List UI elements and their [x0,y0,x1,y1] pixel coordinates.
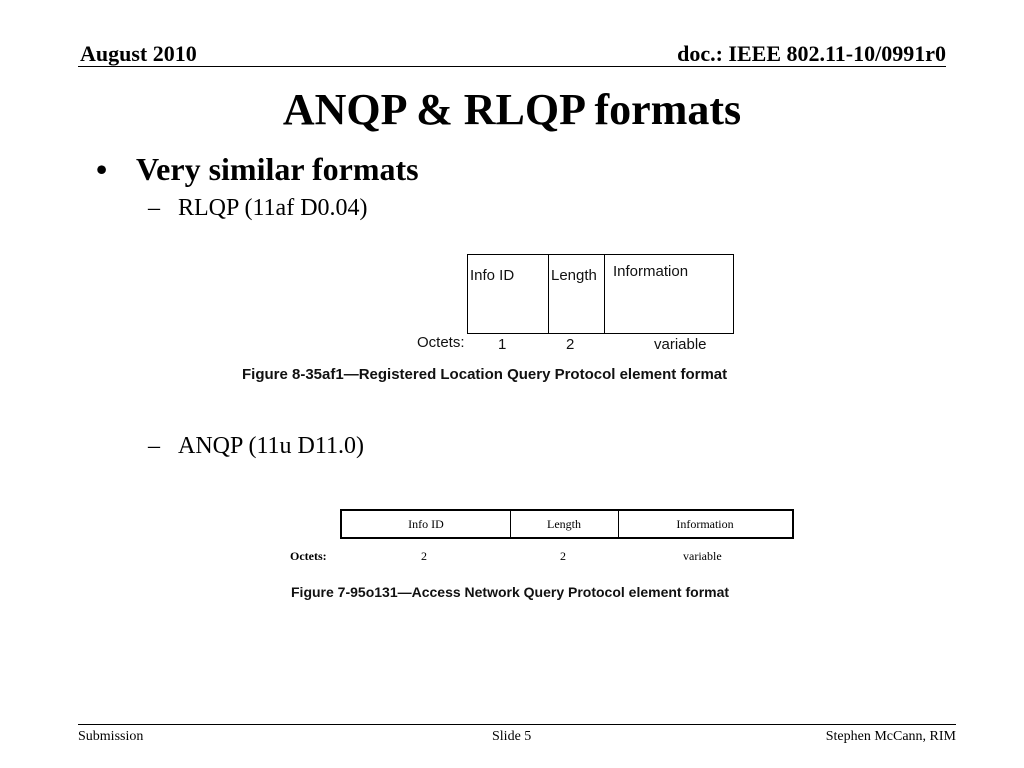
rlqp-octets-length: 2 [566,336,575,353]
sub-item-anqp [148,432,364,460]
anqp-field-information: Information [618,509,794,539]
bullet-item [96,150,419,188]
header-doc-id: doc.: IEEE 802.11-10/0991r0 [677,41,946,66]
anqp-field-length: Length [510,509,619,539]
sub-item-text: ANQP (11u D11.0) [178,433,364,459]
rlqp-octets-info-id: 1 [498,336,507,353]
bullet-text: Very similar formats [136,151,419,187]
header-divider [78,66,946,67]
rlqp-field-information: Information [604,254,734,334]
header-date: August 2010 [80,41,197,66]
rlqp-octets-information: variable [654,336,707,353]
anqp-figure-caption: Figure 7-95o131—Access Network Query Protocol element format [291,584,730,600]
rlqp-field-info-id: Info ID [467,254,549,334]
rlqp-field-length: Length [548,254,605,334]
rlqp-figure-caption: Figure 8-35af1—Registered Location Query Protocol element format [242,366,728,383]
footer-slide-number: Slide 5 [492,729,532,744]
footer-submission: Submission [78,729,144,744]
anqp-octets-information: variable [683,549,722,563]
sub-item-dash: – [148,195,160,221]
anqp-octets-length: 2 [560,549,566,563]
sub-item-dash: – [148,433,160,459]
sub-item-rlqp [148,194,368,222]
anqp-octets-info-id: 2 [421,549,427,563]
slide-title: ANQP & RLQP formats [282,85,742,134]
rlqp-octets-label: Octets: [417,334,465,351]
footer-divider [78,724,956,725]
sub-item-text: RLQP (11af D0.04) [178,195,368,221]
anqp-field-info-id: Info ID [340,509,511,539]
anqp-octets-label: Octets: [290,549,327,563]
footer-author: Stephen McCann, RIM [825,729,956,744]
bullet-symbol: • [96,151,108,187]
